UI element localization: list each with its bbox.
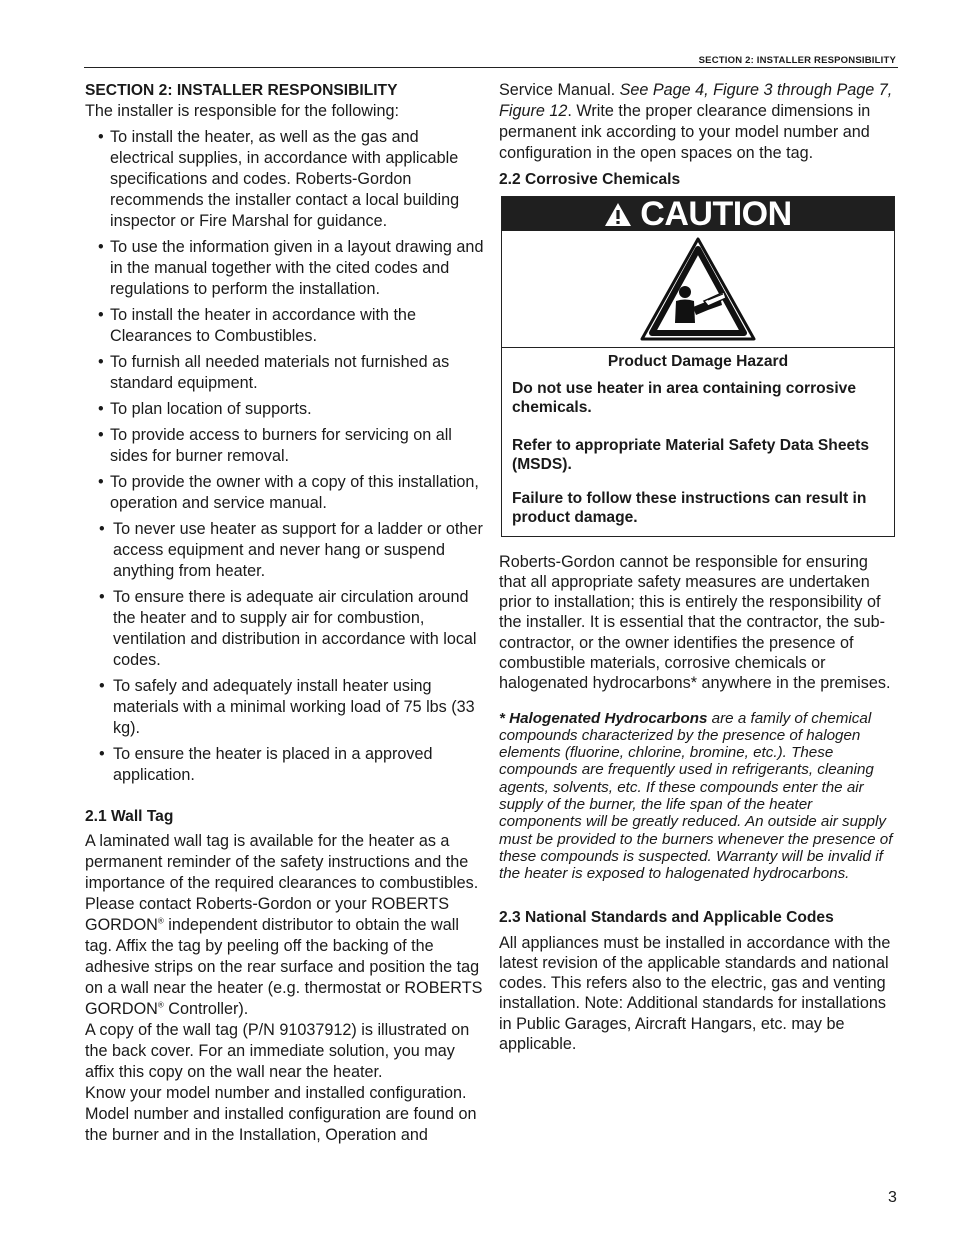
list-item: • To install the heater, as well as the gas and electrical supplies, in accordance with applicable specifications and codes. Roberts-Gordon recommends the installer contact a local building inspector or Fire Marshal for guidance. <box>85 127 485 232</box>
caution-text <box>502 348 894 536</box>
wall-tag-copy-paragraph: A copy of the wall tag (P/N 91037912) is illustrated on the back cover. For an immediate solution, you may affix this copy on the wall near the heater. <box>85 1021 470 1081</box>
list-item: • To ensure the heater is placed in a approved application. <box>85 744 485 786</box>
list-item: • To never use heater as support for a ladder or other access equipment and never hang or suspend anything from heater. <box>85 519 485 582</box>
list-item: • To use the information given in a layout drawing and in the manual together with the cited codes and regulations to perform the installation. <box>85 237 485 300</box>
note-term: * Halogenated Hydrocarbons <box>499 709 708 727</box>
list-item: • To plan location of supports. <box>85 399 485 420</box>
wall-tag-heading: 2.1 Wall Tag <box>85 808 174 825</box>
responsibility-list <box>85 127 485 786</box>
list-item: • To install the heater in accordance with the Clearances to Combustibles. <box>85 305 485 347</box>
responsibility-paragraph: Roberts-Gordon cannot be responsible for ensuring that all appropriate safety measures are undertaken prior to installation; this is entirely the responsibility of the installer. It is essential that the contractor, the sub-contractor, or the owner identifies the presence of combustible materials, corrosive chemicals or halogenated hydrocarbons* anywhere in the premises. <box>499 552 891 693</box>
caution-box <box>501 196 895 537</box>
section-heading: SECTION 2: INSTALLER RESPONSIBILITY <box>85 82 398 99</box>
continued-paragraph: Service Manual. See Page 4, Figure 3 through Page 7, Figure 12. Write the proper clearance dimensions in permanent ink according to your model number and configuration in the open spaces on the tag. <box>499 81 893 162</box>
model-number-paragraph: Know your model number and installed configuration. Model number and installed configuration are found on the burner and in the Installation, Operation and <box>85 1084 477 1144</box>
caution-line: Refer to appropriate Material Safety Data Sheets (MSDS). <box>512 436 870 473</box>
intro-text: The installer is responsible for the following: <box>85 102 400 120</box>
caution-line: Do not use heater in area containing corrosive chemicals. <box>512 379 857 416</box>
halogenated-note: * Halogenated Hydrocarbons are a family of chemical compounds characterized by the presence of halogen elements (fluorine, chlorine, bromine, etc.). These compounds are frequently used in refrigerants, cleaning agents, solvents, etc. If these compounds enter the air supply of the burner, the life span of the heater components will be greatly reduced. An outside air supply must be provided to the burners whenever the presence of these compounds is suspected. Warranty will be invalid if the heater is exposed to halogenated hydrocarbons. <box>499 709 893 883</box>
list-item: • To provide the owner with a copy of this installation, operation and service manual. <box>85 472 485 514</box>
figure-reference: See Page 4, Figure 3 through Page 7, Figure 12 <box>499 81 893 120</box>
registered-mark: ® <box>157 916 164 926</box>
standards-heading: 2.3 National Standards and Applicable Codes <box>499 908 834 926</box>
caution-title: Product Damage Hazard <box>607 353 789 370</box>
left-column <box>85 80 485 1146</box>
list-item: • To furnish all needed materials not furnished as standard equipment. <box>85 352 485 394</box>
list-item: • To provide access to burners for servicing on all sides for burner removal. <box>85 425 485 467</box>
caution-header <box>502 194 894 233</box>
read-manual-warning-icon <box>502 231 894 348</box>
standards-paragraph: All appliances must be installed in accordance with the latest revision of the applicable standards and national codes. This refers also to the electric, gas and venting installation. Note: Additional standards for installations in Public Garages, Aircraft Hangars, etc. may be applicable. <box>499 933 891 1054</box>
caution-line: Failure to follow these instructions can result in product damage. <box>512 489 867 526</box>
warning-triangle-icon <box>604 201 632 227</box>
registered-mark: ® <box>157 1000 164 1010</box>
wall-tag-paragraph: A laminated wall tag is available for the heater as a permanent reminder of the safety instructions and the importance of the required clearances to combustibles. Please contact Roberts-Gordon or your ROBERTS GORDON® independent distributor to obtain the wall tag. Affix the tag by peeling off the backing of the adhesive strips on the rear surface and position the tag on a wall near the heater (e.g. thermostat or ROBERTS GORDON® Controller). <box>85 832 483 1018</box>
list-item: • To ensure there is adequate air circulation around the heater and to supply air for combustion, ventilation and distribution in accordance with local codes. <box>85 587 485 671</box>
corrosive-heading: 2.2 Corrosive Chemicals <box>499 171 681 188</box>
right-column <box>499 80 897 1054</box>
caution-label: CAUTION <box>640 194 792 233</box>
page-number: 3 <box>888 1189 897 1206</box>
list-item: • To safely and adequately install heater using materials with a minimal working load of 75 lbs (33 kg). <box>85 676 485 739</box>
header-rule <box>84 67 898 68</box>
running-header: SECTION 2: INSTALLER RESPONSIBILITY <box>698 55 896 66</box>
